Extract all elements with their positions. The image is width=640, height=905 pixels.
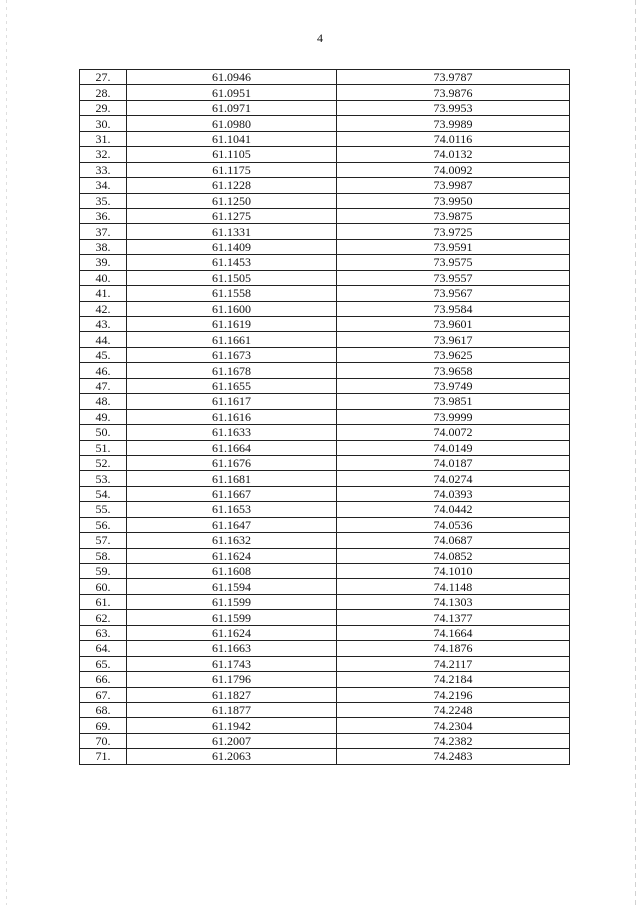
row-number-cell: 28. <box>80 85 127 100</box>
coord-y-cell: 73.9989 <box>337 116 570 131</box>
row-number-cell: 33. <box>80 162 127 177</box>
table-row <box>80 502 570 517</box>
coord-y-cell: 74.0132 <box>337 147 570 162</box>
coord-y-cell: 74.0116 <box>337 131 570 146</box>
table-row <box>80 718 570 733</box>
coord-x-cell: 61.1647 <box>127 517 337 532</box>
coord-y-cell: 73.9658 <box>337 363 570 378</box>
coord-x-cell: 61.1743 <box>127 656 337 671</box>
table-row <box>80 116 570 131</box>
row-number-cell: 38. <box>80 239 127 254</box>
table-row <box>80 270 570 285</box>
row-number-cell: 46. <box>80 363 127 378</box>
row-number-cell: 57. <box>80 533 127 548</box>
table-row <box>80 409 570 424</box>
coord-x-cell: 61.1599 <box>127 610 337 625</box>
table-row <box>80 533 570 548</box>
table-row <box>80 255 570 270</box>
coord-x-cell: 61.1331 <box>127 224 337 239</box>
row-number-cell: 34. <box>80 178 127 193</box>
table-row <box>80 85 570 100</box>
coord-y-cell: 74.0852 <box>337 548 570 563</box>
row-number-cell: 45. <box>80 347 127 362</box>
coord-x-cell: 61.1619 <box>127 317 337 332</box>
row-number-cell: 40. <box>80 270 127 285</box>
row-number-cell: 30. <box>80 116 127 131</box>
table-row <box>80 610 570 625</box>
scan-edge-left <box>6 0 7 905</box>
table-row <box>80 131 570 146</box>
table-row <box>80 224 570 239</box>
coord-y-cell: 74.2248 <box>337 702 570 717</box>
row-number-cell: 67. <box>80 687 127 702</box>
table-row <box>80 70 570 85</box>
row-number-cell: 37. <box>80 224 127 239</box>
table-row <box>80 193 570 208</box>
coord-x-cell: 61.1175 <box>127 162 337 177</box>
coord-y-cell: 74.2304 <box>337 718 570 733</box>
row-number-cell: 50. <box>80 425 127 440</box>
table-row <box>80 425 570 440</box>
coord-x-cell: 61.1673 <box>127 347 337 362</box>
coord-y-cell: 74.0072 <box>337 425 570 440</box>
coord-x-cell: 61.1624 <box>127 625 337 640</box>
table-row <box>80 733 570 748</box>
row-number-cell: 49. <box>80 409 127 424</box>
coord-y-cell: 74.0187 <box>337 455 570 470</box>
row-number-cell: 58. <box>80 548 127 563</box>
coord-y-cell: 73.9953 <box>337 100 570 115</box>
row-number-cell: 53. <box>80 471 127 486</box>
coord-y-cell: 73.9625 <box>337 347 570 362</box>
table-row <box>80 286 570 301</box>
coord-y-cell: 73.9601 <box>337 317 570 332</box>
table-row <box>80 440 570 455</box>
coord-y-cell: 73.9584 <box>337 301 570 316</box>
coord-x-cell: 61.1505 <box>127 270 337 285</box>
coord-x-cell: 61.2007 <box>127 733 337 748</box>
coord-x-cell: 61.1624 <box>127 548 337 563</box>
coord-x-cell: 61.1617 <box>127 394 337 409</box>
table-row <box>80 378 570 393</box>
coord-y-cell: 73.9876 <box>337 85 570 100</box>
row-number-cell: 61. <box>80 594 127 609</box>
coord-y-cell: 74.0274 <box>337 471 570 486</box>
row-number-cell: 43. <box>80 317 127 332</box>
table-row <box>80 702 570 717</box>
row-number-cell: 59. <box>80 564 127 579</box>
row-number-cell: 70. <box>80 733 127 748</box>
coord-y-cell: 73.9987 <box>337 178 570 193</box>
row-number-cell: 54. <box>80 486 127 501</box>
coord-y-cell: 74.1876 <box>337 641 570 656</box>
coord-y-cell: 74.1377 <box>337 610 570 625</box>
coord-x-cell: 61.1661 <box>127 332 337 347</box>
coord-y-cell: 73.9617 <box>337 332 570 347</box>
row-number-cell: 63. <box>80 625 127 640</box>
coord-x-cell: 61.1942 <box>127 718 337 733</box>
table-row <box>80 208 570 223</box>
table-row <box>80 641 570 656</box>
row-number-cell: 32. <box>80 147 127 162</box>
table-row <box>80 178 570 193</box>
table-row <box>80 394 570 409</box>
row-number-cell: 47. <box>80 378 127 393</box>
table-row <box>80 317 570 332</box>
row-number-cell: 69. <box>80 718 127 733</box>
coord-y-cell: 74.0442 <box>337 502 570 517</box>
coord-y-cell: 74.1010 <box>337 564 570 579</box>
row-number-cell: 52. <box>80 455 127 470</box>
table-row <box>80 147 570 162</box>
coord-y-cell: 74.0092 <box>337 162 570 177</box>
coord-x-cell: 61.1616 <box>127 409 337 424</box>
coord-x-cell: 61.1041 <box>127 131 337 146</box>
table-row <box>80 548 570 563</box>
coord-x-cell: 61.1409 <box>127 239 337 254</box>
coord-x-cell: 61.0971 <box>127 100 337 115</box>
coord-x-cell: 61.0980 <box>127 116 337 131</box>
coord-y-cell: 74.0149 <box>337 440 570 455</box>
coord-y-cell: 74.2184 <box>337 672 570 687</box>
row-number-cell: 39. <box>80 255 127 270</box>
coord-x-cell: 61.1275 <box>127 208 337 223</box>
table-row <box>80 672 570 687</box>
coord-y-cell: 74.1148 <box>337 579 570 594</box>
coord-x-cell: 61.1667 <box>127 486 337 501</box>
coord-x-cell: 61.1633 <box>127 425 337 440</box>
row-number-cell: 55. <box>80 502 127 517</box>
coord-x-cell: 61.1664 <box>127 440 337 455</box>
row-number-cell: 27. <box>80 70 127 85</box>
table-row <box>80 162 570 177</box>
coord-y-cell: 73.9875 <box>337 208 570 223</box>
scan-edge-right <box>635 0 636 905</box>
coord-x-cell: 61.1827 <box>127 687 337 702</box>
coord-y-cell: 74.0687 <box>337 533 570 548</box>
row-number-cell: 65. <box>80 656 127 671</box>
coord-x-cell: 61.1796 <box>127 672 337 687</box>
table-row <box>80 363 570 378</box>
table-row <box>80 579 570 594</box>
coord-x-cell: 61.1453 <box>127 255 337 270</box>
coord-y-cell: 74.2382 <box>337 733 570 748</box>
coord-x-cell: 61.1681 <box>127 471 337 486</box>
coord-y-cell: 74.0393 <box>337 486 570 501</box>
row-number-cell: 31. <box>80 131 127 146</box>
table-row <box>80 486 570 501</box>
coord-x-cell: 61.1558 <box>127 286 337 301</box>
row-number-cell: 66. <box>80 672 127 687</box>
coordinates-table-body <box>80 70 570 765</box>
coord-y-cell: 74.0536 <box>337 517 570 532</box>
table-row <box>80 347 570 362</box>
table-row <box>80 517 570 532</box>
coord-x-cell: 61.1632 <box>127 533 337 548</box>
table-row <box>80 625 570 640</box>
table-row <box>80 564 570 579</box>
table-row <box>80 471 570 486</box>
coord-y-cell: 73.9725 <box>337 224 570 239</box>
coord-x-cell: 61.1653 <box>127 502 337 517</box>
row-number-cell: 41. <box>80 286 127 301</box>
page-number: 4 <box>317 31 323 45</box>
coord-y-cell: 73.9851 <box>337 394 570 409</box>
coord-x-cell: 61.2063 <box>127 749 337 764</box>
coord-y-cell: 73.9950 <box>337 193 570 208</box>
row-number-cell: 42. <box>80 301 127 316</box>
table-row <box>80 100 570 115</box>
row-number-cell: 36. <box>80 208 127 223</box>
coordinates-table <box>79 69 570 765</box>
coord-x-cell: 61.1228 <box>127 178 337 193</box>
row-number-cell: 44. <box>80 332 127 347</box>
table-row <box>80 656 570 671</box>
table-row <box>80 687 570 702</box>
coord-y-cell: 74.1664 <box>337 625 570 640</box>
row-number-cell: 71. <box>80 749 127 764</box>
coord-y-cell: 73.9575 <box>337 255 570 270</box>
table-row <box>80 455 570 470</box>
coord-x-cell: 61.1600 <box>127 301 337 316</box>
row-number-cell: 35. <box>80 193 127 208</box>
row-number-cell: 60. <box>80 579 127 594</box>
coord-x-cell: 61.1599 <box>127 594 337 609</box>
row-number-cell: 62. <box>80 610 127 625</box>
row-number-cell: 64. <box>80 641 127 656</box>
table-row <box>80 332 570 347</box>
table-row <box>80 594 570 609</box>
coord-y-cell: 73.9999 <box>337 409 570 424</box>
coord-x-cell: 61.1250 <box>127 193 337 208</box>
coord-x-cell: 61.0946 <box>127 70 337 85</box>
coord-x-cell: 61.1678 <box>127 363 337 378</box>
coord-y-cell: 74.2117 <box>337 656 570 671</box>
coord-y-cell: 73.9591 <box>337 239 570 254</box>
row-number-cell: 68. <box>80 702 127 717</box>
coord-x-cell: 61.1105 <box>127 147 337 162</box>
coord-x-cell: 61.1663 <box>127 641 337 656</box>
coord-y-cell: 74.2483 <box>337 749 570 764</box>
table-row <box>80 301 570 316</box>
coord-x-cell: 61.1608 <box>127 564 337 579</box>
coord-y-cell: 73.9567 <box>337 286 570 301</box>
coord-y-cell: 74.2196 <box>337 687 570 702</box>
row-number-cell: 29. <box>80 100 127 115</box>
coord-y-cell: 73.9787 <box>337 70 570 85</box>
row-number-cell: 56. <box>80 517 127 532</box>
table-row <box>80 239 570 254</box>
coord-x-cell: 61.0951 <box>127 85 337 100</box>
table-row <box>80 749 570 764</box>
coord-x-cell: 61.1877 <box>127 702 337 717</box>
row-number-cell: 51. <box>80 440 127 455</box>
coord-x-cell: 61.1594 <box>127 579 337 594</box>
coord-x-cell: 61.1655 <box>127 378 337 393</box>
coord-y-cell: 73.9557 <box>337 270 570 285</box>
coord-y-cell: 73.9749 <box>337 378 570 393</box>
coord-x-cell: 61.1676 <box>127 455 337 470</box>
row-number-cell: 48. <box>80 394 127 409</box>
coord-y-cell: 74.1303 <box>337 594 570 609</box>
